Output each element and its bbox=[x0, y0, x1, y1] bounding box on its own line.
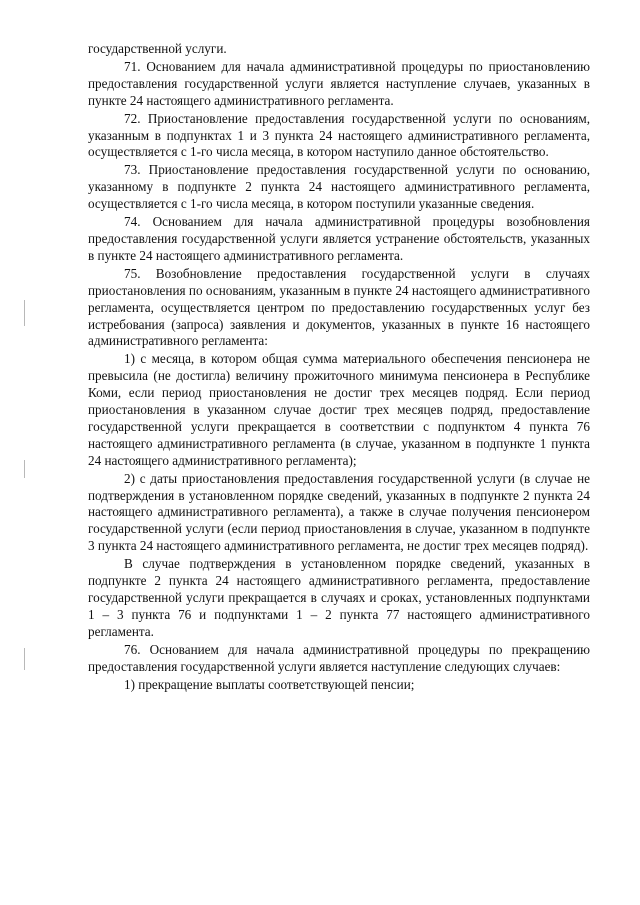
paragraph-74: 74. Основанием для начала административной процедуры возобновления предоставления государственной услуги является устранение обстоятельств, указанных в пункте 24 настоящего административного регламента. bbox=[88, 214, 590, 263]
paragraph-72: 72. Приостановление предоставления государственной услуги по основаниям, указанным в подпунктах 1 и 3 пункта 24 настоящего административного регламента, осуществляется с 1-го числа месяца, в котором наступило данное обстоятельство. bbox=[88, 110, 590, 160]
subparagraph-75-2: 2) с даты приостановления предоставления государственной услуги (в случае не подтверждения в установленном порядке сведений, указанных в подпункте 2 пункта 24 настоящего административного регламента), а также в случае получения пенсионером государственной услуги (если период приостановления в случае, указанном в подпункте 3 пункта 24 настоящего административного регламента, не достиг трех месяцев подряд). bbox=[88, 470, 590, 554]
paragraph-71: 71. Основанием для начала административной процедуры по приостановлению предоставления государственной услуги является наступление случаев, указанных в пункте 24 настоящего административного регламента. bbox=[88, 58, 590, 108]
subparagraph-76-1: 1) прекращение выплаты соответствующей пенсии; bbox=[124, 676, 415, 692]
scan-margin-mark bbox=[24, 300, 25, 326]
scan-margin-mark bbox=[24, 648, 25, 670]
paragraph-75: 75. Возобновление предоставления государственной услуги в случаях приостановления по основаниям, указанным в пункте 24 настоящего административного регламента, осуществляется центром по предоставлению государственных услуг без истребования (запроса) заявления и документов, указанных в пункте 16 настоящего административного регламента: bbox=[88, 265, 590, 349]
scan-margin-mark bbox=[24, 460, 25, 478]
paragraph-76: 76. Основанием для начала административной процедуры по прекращению предоставления государственной услуги является наступление следующих случаев: bbox=[88, 641, 590, 674]
paragraph-73: 73. Приостановление предоставления государственной услуги по основанию, указанному в подпункте 2 пункта 24 настоящего административного регламента, осуществляется с 1-го числа месяца, в котором поступили указанные сведения. bbox=[88, 162, 590, 212]
subparagraph-75-1: 1) с месяца, в котором общая сумма материального обеспечения пенсионера не превысила (не достигла) величину прожиточного минимума пенсионера в Республике Коми, если период приостановления не достиг трех месяцев подряд. Если период приостановления в указанном случае достиг трех месяцев подряд, предоставление государственной услуги прекращается в соответствии с подпунктом 4 пункта 76 настоящего административного регламента (в случае, указанном в подпункте 1 пункта 24 настоящего административного регламента); bbox=[88, 351, 590, 468]
paragraph-continuation: государственной услуги. bbox=[88, 41, 227, 56]
paragraph-75-note: В случае подтверждения в установленном порядке сведений, указанных в подпункте 2 пункта 24 настоящего административного регламента, предоставление государственной услуги прекращается в случаях и сроках, установленных подпунктами 1 – 3 пункта 76 и подпунктами 1 – 2 пункта 77 настоящего административного регламента. bbox=[88, 556, 590, 639]
document-body bbox=[88, 41, 590, 694]
